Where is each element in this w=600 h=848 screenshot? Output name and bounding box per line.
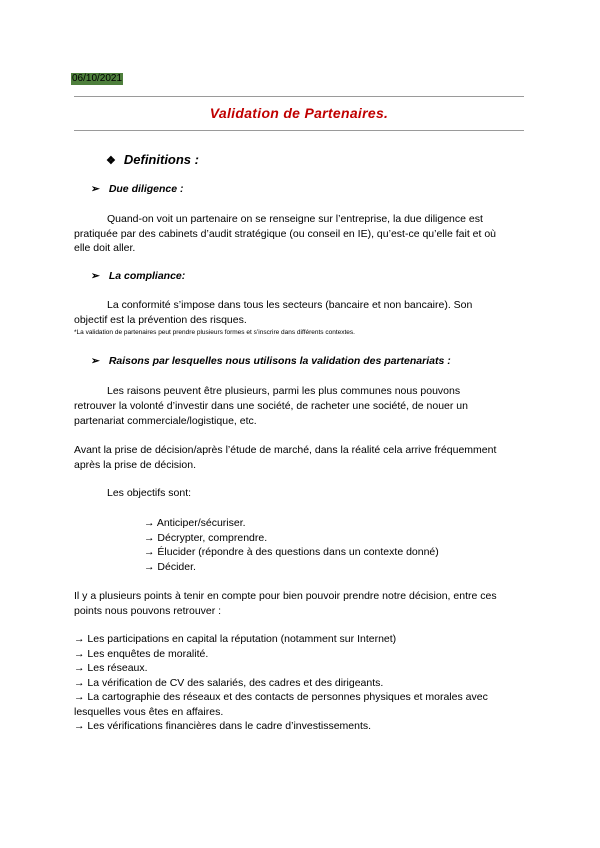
due-line-2: pratiquée par des cabinets d’audit stratégique (ou conseil en IE), qu’est-ce qu’elle fait et où [74, 227, 497, 240]
point-item: → Les enquêtes de moralité. [74, 647, 209, 660]
point-item: → La cartographie des réseaux et des contacts de personnes physiques et morales avec [74, 691, 488, 703]
avant-line-2: après la prise de décision. [74, 458, 196, 471]
section-heading [106, 152, 199, 167]
raisons-heading [91, 355, 451, 367]
arrow-bullet-icon: ➢ [91, 270, 100, 282]
objectif-item: → Décider. [144, 560, 196, 573]
avant-line-1: Avant la prise de décision/après l’étude de marché, dans la réalité cela arrive fréquemment [74, 444, 497, 456]
raisons-line-3: partenariat commerciale/logistique, etc. [74, 415, 257, 427]
compliance-heading [91, 270, 185, 282]
date-stamp: 06/10/2021 [72, 73, 123, 84]
due-line-1: Quand-on voit un partenaire on se renseigne sur l’entreprise, la due diligence est [107, 213, 483, 225]
point-item-continued: lesquelles vous êtes en affaires. [74, 705, 224, 718]
compliance-footnote: *La validation de partenaires peut prendre plusieurs formes et s’inscrire dans différents contextes. [74, 329, 355, 336]
title-top-rule [74, 96, 524, 97]
due-line-3: elle doit aller. [74, 242, 136, 254]
section-heading-label: Definitions : [123, 152, 199, 167]
objectif-item: → Élucider (répondre à des questions dans un contexte donné) [144, 546, 439, 558]
title-bottom-rule [74, 130, 524, 131]
point-item: → Les participations en capital la réputation (notamment sur Internet) [74, 633, 397, 645]
point-item: → Les vérifications financières dans le cadre d’investissements. [74, 720, 372, 732]
page-title: Validation de Partenaires. [209, 105, 389, 121]
due-diligence-heading [91, 183, 184, 195]
raisons-line-1: Les raisons peuvent être plusieurs, parmi les plus communes nous pouvons [107, 385, 461, 397]
raisons-label: Raisons par lesquelles nous utilisons la validation des partenariats : [108, 355, 451, 367]
points-intro-line-1: Il y a plusieurs points à tenir en compte pour bien pouvoir prendre notre décision, entre ces [74, 590, 497, 602]
compliance-line-2: objectif est la prévention des risques. [74, 313, 247, 326]
due-diligence-label: Due diligence : [108, 183, 184, 195]
objectif-item: → Décrypter, comprendre. [144, 531, 268, 544]
objectif-item: → Anticiper/sécuriser. [144, 517, 246, 529]
point-item: → La vérification de CV des salariés, des cadres et des dirigeants. [74, 676, 384, 689]
point-item: → Les réseaux. [74, 662, 148, 674]
arrow-bullet-icon: ➢ [91, 183, 100, 195]
diamond-bullet-icon: ❖ [106, 155, 116, 167]
raisons-line-2: retrouver la volonté d’investir dans une société, de racheter une société, de nouer un [74, 400, 468, 412]
points-intro-line-2: points nous pouvons retrouver : [74, 604, 222, 617]
arrow-bullet-icon: ➢ [91, 355, 100, 367]
compliance-line-1: La conformité s’impose dans tous les secteurs (bancaire et non bancaire). Son [107, 299, 473, 311]
objectifs-intro: Les objectifs sont: [107, 487, 192, 499]
compliance-label: La compliance: [108, 270, 186, 282]
